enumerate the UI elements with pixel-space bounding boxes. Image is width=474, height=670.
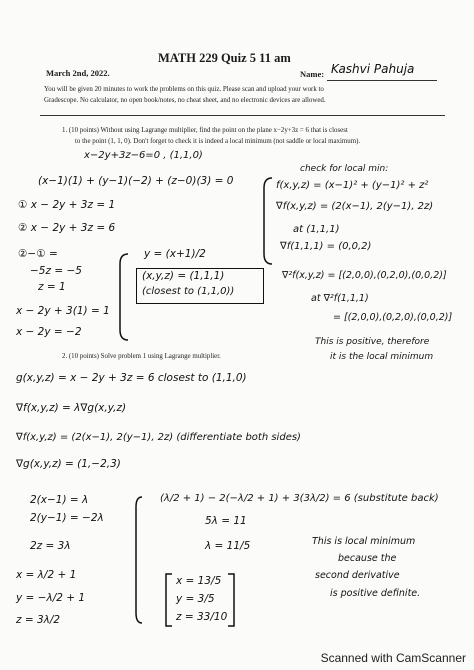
p1-closest-point: (x,y,z) = (1,1,1)	[142, 270, 225, 282]
p2-gradient-f: ∇f(x,y,z) = (2(x−1), 2(y−1), 2z) (differentiate both sides)	[16, 432, 301, 443]
p2-left-bracket	[134, 495, 144, 625]
name-label: Name:	[300, 69, 325, 79]
p1-check-heading: check for local min:	[300, 164, 389, 174]
p2-conclusion-4: is positive definite.	[330, 588, 421, 599]
p1-x-minus-2y: x − 2y = −2	[16, 326, 82, 338]
instructions-line-1: You will be given 20 minutes to work the problems on this quiz. Please scan and upload your work to	[44, 86, 324, 93]
p1-subtract: ②−① =	[18, 248, 58, 260]
p2-x-in-lambda: x = λ/2 + 1	[16, 569, 77, 581]
right-bracket	[262, 176, 274, 266]
p2-conclusion-2: because the	[338, 553, 397, 564]
scanner-watermark: Scanned with CamScanner	[320, 651, 466, 665]
name-underline	[327, 80, 437, 81]
p1-y-expression: y = (x+1)/2	[144, 248, 206, 260]
p1-gradient-value: ∇f(1,1,1) = (0,0,2)	[280, 241, 372, 252]
p1-at-point: at (1,1,1)	[293, 224, 340, 235]
p1-conclusion-1: This is positive, therefore	[315, 337, 430, 347]
p1-conclusion-2: it is the local minimum	[330, 352, 434, 362]
p2-eq-x: 2(x−1) = λ	[30, 494, 89, 506]
p1-hessian: ∇²f(x,y,z) = [(2,0,0),(0,2,0),(0,0,2)]	[282, 270, 447, 281]
problem1-prompt-line-2: to the point (1, 1, 0). Don't forget to check it is indeed a local minimum (not saddle or local maximum).	[75, 138, 361, 145]
p1-plane-equation: x−2y+3z−6=0 , (1,1,0)	[84, 150, 203, 161]
p1-eq-1: ① x − 2y + 3z = 1	[18, 199, 116, 211]
instructions-line-2: Gradescope. No calculator, no open book/notes, no cheat sheet, and no electronic devices are allowed.	[44, 97, 326, 104]
p1-tangent-equation: (x−1)(1) + (y−1)(−2) + (z−0)(3) = 0	[38, 175, 234, 187]
quiz-date: March 2nd, 2022.	[46, 68, 110, 78]
p2-substitution: (λ/2 + 1) − 2(−λ/2 + 1) + 3(3λ/2) = 6 (substitute back)	[160, 493, 439, 504]
p1-distance-function: f(x,y,z) = (x−1)² + (y−1)² + z²	[276, 180, 429, 191]
p2-answer-y: y = 3/5	[176, 593, 215, 605]
p2-y-in-lambda: y = −λ/2 + 1	[16, 592, 86, 604]
p2-conclusion-1: This is local minimum	[312, 536, 416, 547]
p1-eq-2: ② x − 2y + 3z = 6	[18, 222, 116, 234]
header-divider	[40, 115, 445, 116]
p2-lambda-value: λ = 11/5	[205, 540, 251, 552]
p1-closest-note: (closest to (1,1,0))	[142, 286, 235, 297]
p2-gradient-g: ∇g(x,y,z) = (1,−2,3)	[16, 458, 121, 470]
p2-five-lambda: 5λ = 11	[205, 515, 247, 527]
problem1-prompt-line-1: 1. (10 points) Without using Lagrange multiplier, find the point on the plane x−2y+3z = 6 that is closest	[62, 127, 348, 134]
p2-lagrange-condition: ∇f(x,y,z) = λ∇g(x,y,z)	[16, 402, 127, 414]
p1-hessian-at: at ∇²f(1,1,1)	[311, 293, 369, 304]
p2-answer-x: x = 13/5	[176, 575, 222, 587]
p1-hessian-value: = [(2,0,0),(0,2,0),(0,0,2)]	[333, 312, 453, 323]
p2-eq-y: 2(y−1) = −2λ	[30, 512, 104, 524]
p2-answer-z: z = 33/10	[176, 611, 228, 623]
problem2-prompt: 2. (10 points) Solve problem 1 using Lagrange multiplier.	[62, 353, 221, 360]
p1-solve-z-2: z = 1	[38, 281, 66, 293]
left-bracket	[118, 252, 130, 342]
p1-gradient: ∇f(x,y,z) = (2(x−1), 2(y−1), 2z)	[276, 201, 434, 212]
p2-z-in-lambda: z = 3λ/2	[16, 614, 61, 626]
p2-constraint: g(x,y,z) = x − 2y + 3z = 6 closest to (1,1,0)	[16, 372, 247, 384]
p1-back-sub: x − 2y + 3(1) = 1	[16, 305, 110, 317]
student-name: Kashvi Pahuja	[331, 62, 415, 76]
quiz-title: MATH 229 Quiz 5 11 am	[158, 51, 291, 65]
p2-conclusion-3: second derivative	[315, 570, 400, 581]
p2-eq-z: 2z = 3λ	[30, 540, 71, 552]
p1-solve-z-1: −5z = −5	[30, 265, 82, 277]
